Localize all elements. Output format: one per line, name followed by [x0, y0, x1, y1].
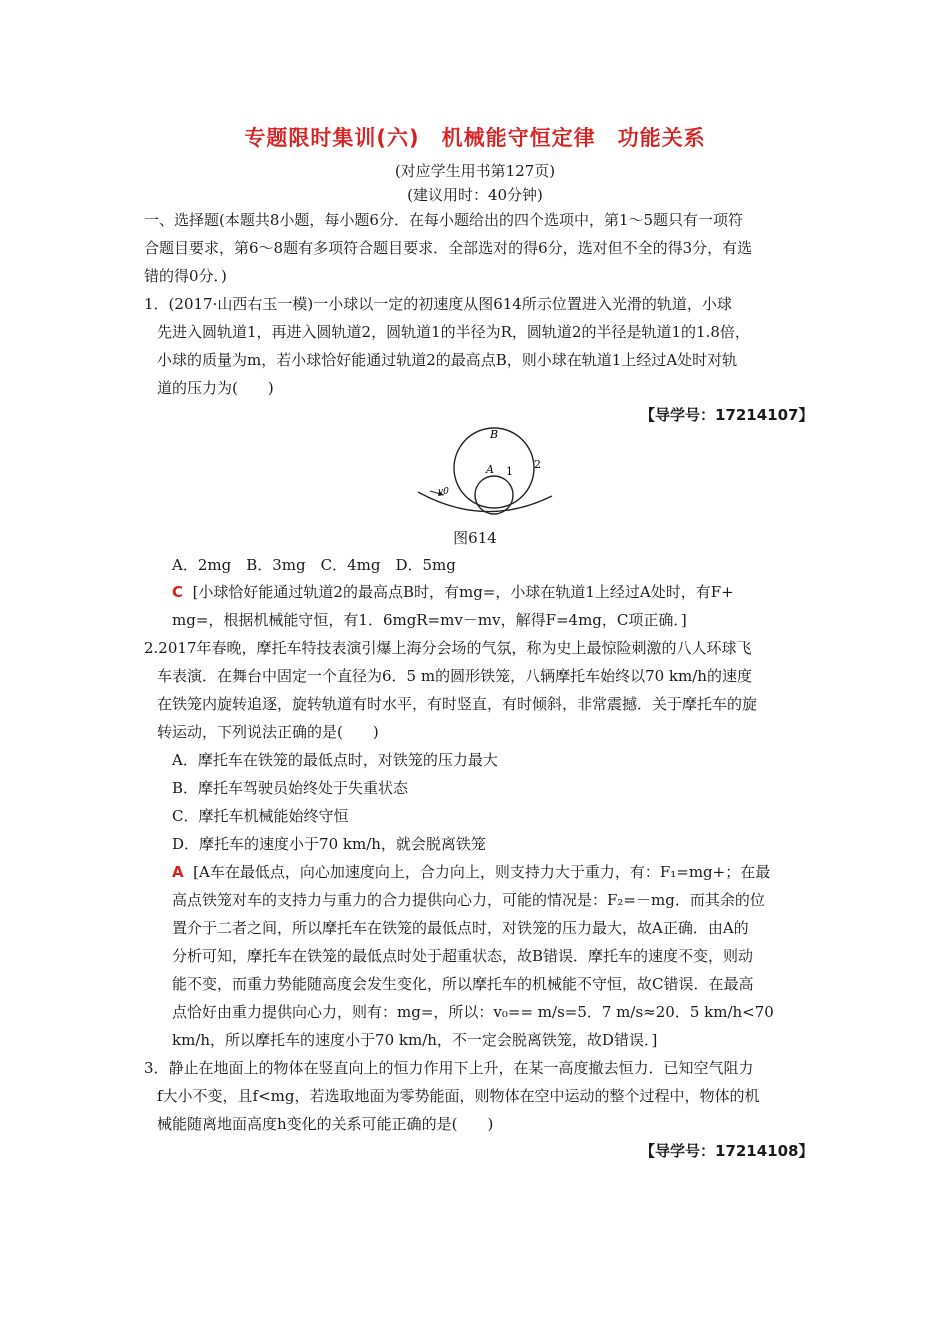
q1-line: 先进入圆轨道1，再进入圆轨道2，圆轨道1的半径为R，圆轨道2的半径是轨道1的1.8倍，	[157, 323, 750, 341]
q1-line: 道的压力为( )	[157, 379, 274, 397]
intro-line: 错的得0分．)	[144, 267, 227, 285]
q2-explanation: 点恰好由重力提供向心力，则有：mg=，所以：v₀== m/s=5．7 m/s≈20．5 km/h<70	[172, 1003, 774, 1021]
q2-explanation: 分析可知，摩托车在铁笼的最低点时处于超重状态，故B错误．摩托车的速度不变，则动	[172, 947, 754, 965]
q2-line: 转运动，下列说法正确的是( )	[157, 723, 379, 741]
q2-option: A．摩托车在铁笼的最低点时，对铁笼的压力最大	[172, 751, 498, 769]
q3-line: 3．静止在地面上的物体在竖直向上的恒力作用下上升，在某一高度撤去恒力．已知空气阻力	[144, 1059, 754, 1077]
q1-answer-line	[172, 582, 734, 602]
q1-explanation: mg=，根据机械能守恒，有1．6mgR=mv－mv，解得F=4mg，C项正确．]	[172, 611, 687, 629]
q2-option: C．摩托车机械能始终守恒	[172, 807, 349, 825]
track-diagram	[410, 424, 560, 524]
q3-line: 械能随离地面高度h变化的关系可能正确的是( )	[157, 1115, 494, 1133]
q3-reference-number: 【导学号：17214108】	[640, 1142, 814, 1160]
label-b: B	[490, 428, 499, 441]
figure-caption: 图614	[453, 529, 497, 547]
intro-line: 一、选择题(本题共8小题，每小题6分．在每小题给出的四个选项中，第1～5题只有一项符	[144, 211, 744, 229]
q2-answer-letter: A	[172, 863, 184, 881]
q1-line: 小球的质量为m，若小球恰好能通过轨道2的最高点B，则小球在轨道1上经过A处时对轨	[157, 351, 738, 369]
q3-line: f大小不变，且f<mg，若选取地面为零势能面，则物体在空中运动的整个过程中，物体的机	[157, 1087, 760, 1105]
page-title: 专题限时集训(六) 机械能守恒定律 功能关系	[244, 126, 706, 150]
q1-explanation: [小球恰好能通过轨道2的最高点B时，有mg=，小球在轨道1上经过A处时，有F+	[192, 583, 734, 601]
q2-explanation: 置介于二者之间，所以摩托车在铁笼的最低点时，对铁笼的压力最大，故A正确．由A的	[172, 919, 749, 937]
intro-line: 合题目要求，第6～8题有多项符合题目要求．全部选对的得6分，选对但不全的得3分，有选	[144, 239, 753, 257]
label-track-1: 1	[506, 465, 513, 478]
subtitle-time: (建议用时：40分钟)	[407, 186, 543, 204]
subtitle-page-ref: (对应学生用书第127页)	[394, 162, 556, 180]
label-track-2: 2	[534, 458, 541, 471]
q2-option: B．摩托车驾驶员始终处于失重状态	[172, 779, 409, 797]
q1-line: 1．(2017·山西右玉一模)一小球以一定的初速度从图614所示位置进入光滑的轨道，小球	[144, 295, 732, 313]
q2-line: 在铁笼内旋转追逐，旋转轨道有时水平，有时竖直，有时倾斜，非常震撼．关于摩托车的旋	[157, 695, 758, 713]
q1-answer-letter: C	[172, 583, 184, 601]
q2-answer-line	[172, 862, 770, 882]
q2-explanation: 高点铁笼对车的支持力与重力的合力提供向心力，可能的情况是：F₂=－mg．而其余的位	[172, 891, 765, 909]
q1-options: A．2mg B．3mg C．4mg D．5mg	[172, 556, 456, 574]
q2-explanation: 能不变，而重力势能随高度会发生变化，所以摩托车的机械能不守恒，故C错误．在最高	[172, 975, 754, 993]
q2-explanation: km/h，所以摩托车的速度小于70 km/h，不一定会脱离铁笼，故D错误．]	[172, 1031, 658, 1049]
q2-line: 2.2017年春晚，摩托车特技表演引爆上海分会场的气氛，称为史上最惊险刺激的八人环球飞	[144, 639, 752, 657]
q2-option: D．摩托车的速度小于70 km/h，就会脱离铁笼	[172, 835, 486, 853]
label-a: A	[486, 463, 494, 476]
q2-explanation: [A车在最低点，向心加速度向上，合力向上，则支持力大于重力，有：F₁=mg+；在最	[193, 863, 771, 881]
label-v0: v0	[438, 487, 449, 497]
q2-line: 车表演．在舞台中固定一个直径为6．5 m的圆形铁笼，八辆摩托车始终以70 km/h的速度	[157, 667, 752, 685]
q1-reference-number: 【导学号：17214107】	[640, 406, 814, 424]
